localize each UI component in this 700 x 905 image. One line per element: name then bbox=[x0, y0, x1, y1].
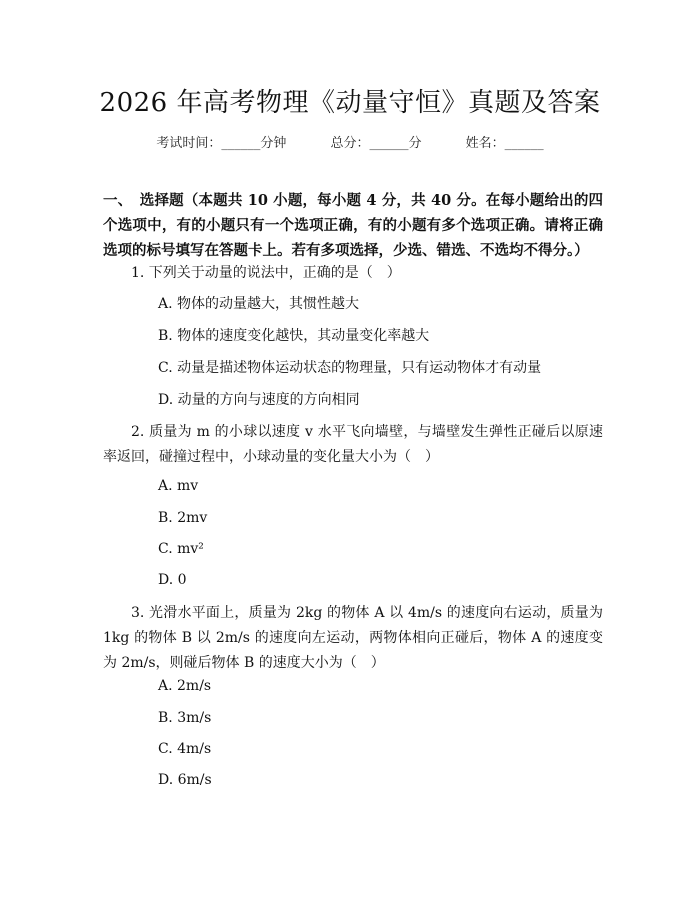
question-2-option-c: C. mv² bbox=[158, 541, 204, 557]
question-stem: 1. 下列关于动量的说法中，正确的是（ ） bbox=[131, 265, 401, 281]
question-1-option-c: C. 动量是描述物体运动状态的物理量，只有运动物体才有动量 bbox=[158, 360, 542, 376]
question-2-option-d: D. 0 bbox=[158, 572, 187, 588]
student-name-field: 姓名：______ bbox=[465, 136, 544, 151]
total-score-field: 总分：______分 bbox=[330, 136, 422, 151]
question-3 bbox=[103, 601, 603, 676]
question-3-option-b: B. 3m/s bbox=[158, 710, 212, 726]
question-1-option-d: D. 动量的方向与速度的方向相同 bbox=[158, 392, 360, 408]
question-1 bbox=[103, 261, 603, 286]
exam-time-field: 考试时间：______分钟 bbox=[156, 136, 287, 151]
question-1-option-a: A. 物体的动量越大，其惯性越大 bbox=[158, 296, 360, 312]
exam-meta bbox=[0, 132, 700, 151]
question-3-option-c: C. 4m/s bbox=[158, 741, 212, 757]
question-2-option-b: B. 2mv bbox=[158, 510, 208, 526]
question-3-option-a: A. 2m/s bbox=[158, 678, 212, 694]
question-stem: 2. 质量为 m 的小球以速度 v 水平飞向墙壁，与墙壁发生弹性正碰后以原速率返回，碰撞过程中，小球动量的变化量大小为（ ） bbox=[103, 424, 603, 465]
question-2 bbox=[103, 420, 603, 470]
section-heading: 一、 选择题（本题共 10 小题，每小题 4 分，共 40 分。在每小题给出的四个选项中，有的小题只有一个选项正确，有的小题有多个选项正确。请将正确选项的标号填写在答题卡上。若有多项选择，少选、错选、不选均不得分。） bbox=[103, 192, 603, 259]
question-2-option-a: A. mv bbox=[158, 478, 199, 494]
page-title: 2026 年高考物理《动量守恒》真题及答案 bbox=[99, 88, 601, 118]
question-3-option-d: D. 6m/s bbox=[158, 772, 212, 788]
question-1-option-b: B. 物体的速度变化越快，其动量变化率越大 bbox=[158, 328, 430, 344]
question-stem: 3. 光滑水平面上，质量为 2kg 的物体 A 以 4m/s 的速度向右运动，质量为 1kg 的物体 B 以 2m/s 的速度向左运动，两物体相向正碰后，物体 A 的速度变为 2m/s，则碰后物体 B 的速度大小为（ ） bbox=[103, 605, 603, 671]
